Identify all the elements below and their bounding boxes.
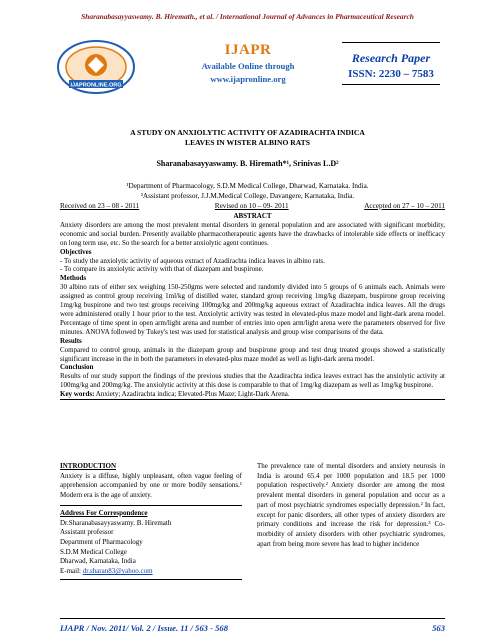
right-column [257, 462, 445, 549]
left-column [60, 462, 242, 580]
issn: ISSN: 2230 – 7583 [348, 68, 434, 80]
affiliations [0, 181, 495, 201]
objectives-heading: Objectives [60, 247, 92, 256]
title-line-1: A STUDY ON ANXIOLYTIC ACTIVITY OF AZADIRACHTA INDICA [130, 128, 365, 137]
footer-divider [60, 618, 445, 619]
introduction-heading: INTRODUCTION [60, 462, 117, 470]
introduction-text: Anxiety is a diffuse, highly unpleasant, often vague feeling of apprehension accompanied by one or more bodily sensations.¹ Modern era is the age of anxiety. [60, 471, 242, 500]
email-label: E-mail: [60, 567, 83, 576]
affiliation-1: ¹Department of Pharmacology, S.D.M Medical College, Dharwad, Karnataka. India. [126, 182, 369, 190]
title-line-2: LEAVES IN WISTER ALBINO RATS [185, 138, 310, 147]
footer [60, 623, 445, 633]
paper-title [0, 128, 495, 148]
conclusion-text: Results of our study support the findings of the previous studies that the Azadirachta indica leaves extract has the anxiolytic activity at 100mg/kg and 200mg/kg. The anxiolytic activity at this dose is comparable to that of 1mg/kg diazepam as well as 1mg/kg buspirone. [60, 372, 445, 390]
keywords-line [60, 390, 445, 400]
divider [342, 42, 440, 43]
correspondence-box [60, 505, 242, 580]
divider [342, 84, 440, 85]
received-date: Received on 23 – 08 - 2011 [60, 202, 140, 210]
dates-row [60, 202, 445, 210]
journal-block [178, 42, 318, 85]
accepted-date: Accepted on 27 – 10 – 2011 [364, 202, 445, 210]
correspondence-line: Assistant professor [60, 528, 114, 537]
correspondence-line: Dr.Sharanabasayyaswamy. B. Hiremath [60, 518, 172, 527]
page-number: 563 [432, 623, 445, 633]
email-line [60, 567, 242, 577]
methods-heading: Methods [60, 274, 87, 283]
revised-date: Revised on 10 – 09- 2011 [214, 202, 289, 210]
results-heading: Results [60, 336, 82, 345]
journal-url[interactable]: www.ijapronline.org [210, 74, 286, 84]
footer-citation: IJAPR / Nov. 2011/ Vol. 2 / Issue. 11 / 563 - 568 [60, 623, 228, 633]
paper-type-box [342, 42, 440, 85]
affiliation-2: ²Assistant professor, J.J.M.Medical College, Davangere, Karnataka, India. [140, 192, 355, 200]
keywords-text: Anxiety; Azadirachta indica; Elevated-Plus Maze; Light-Dark Arena. [94, 390, 290, 399]
journal-name: IJAPR [224, 42, 272, 58]
abstract-intro: Anxiety disorders are among the most prevalent mental disorders in general population and are associated with significant morbidity, economic and social burden. Presently available pharmacotherapeutic agents have the drawbacks of intolerable side effects or inefficacy on long term use, etc. So the search for a better anxiolytic agent continues. [60, 220, 445, 247]
conclusion-heading: Conclusion [60, 363, 94, 372]
journal-available: Available Online through [201, 61, 295, 71]
column2-text: The prevalence rate of mental disorders and anxiety neurosis in India is around 65.4 per 1000 population and 18.5 per 1000 population respectively.² Anxiety disorder are among the most prevalent mental disorders in general population and occur as a part of most psychiatric syndromes especially depression.² In fact, except for panic disorders, all other types of anxiety disorders are primary conditions and increase the risk for depression.³ Co-morbidity of anxiety disorders with other psychiatric syndromes, apart from being more severe has lead to higher incidence [257, 462, 445, 548]
methods-text: 30 albino rats of either sex weighing 150-250gms were selected and randomly divided into 5 groups of 6 animals each. Animals were assigned as control group receiving 1ml/kg of distilled water, standard group receiving 1mg/kg diazepam, buspirone group receiving 1mg/kg buspirone and two test groups receiving 100mg/kg and 200mg/kg aqueous extract of Azadirachta indica leaves. All the drugs were administered orally 1 hour prior to the test. Anxiolytic activity was tested in elevated-plus maze model and light-dark arena model. Percentage of time spent in open arm/light arena and number of entries into open arm/light arena were the parameters observed for five minutes. ANOVA followed by Tukey's test was used for statistical analysis and group wise comparisons of the data. [60, 283, 445, 336]
email-link[interactable]: dr.sharan83@yahoo.com [82, 567, 153, 576]
keywords-label: Key words: [60, 390, 95, 399]
correspondence-heading: Address For Correspondence [60, 508, 148, 517]
authors: Sharanabasayyaswamy. B. Hiremath*¹, Srinivas L.D² [156, 159, 339, 168]
correspondence-line: S.D.M Medical College [60, 547, 127, 556]
logo-text: IJAPRONLINE.ORG [70, 82, 122, 89]
abstract-heading: ABSTRACT [233, 212, 272, 220]
correspondence-line: Department of Pharmacology [60, 537, 143, 546]
objective-2: - To compare its anxiolytic activity with that of diazepam and buspirone. [60, 265, 264, 274]
abstract [60, 212, 445, 400]
paper-type: Research Paper [351, 51, 431, 65]
objective-1: - To study the anxiolytic activity of aqueous extract of Azadirachta indica leaves in albino rats. [60, 256, 325, 265]
running-head: Sharanabasayyaswamy. B. Hiremath., et al. / International Journal of Advances in Pharmaceutical Research [81, 12, 414, 21]
results-text: Compared to control group, animals in the diazepam group and buspirone group and test drug treated groups showed a statistically significant increase in the in both the parameters in elevated-plus maze model as well as light-dark arena model. [60, 345, 445, 363]
correspondence-line: Dharwad, Karnataka, India [60, 557, 136, 566]
journal-logo [55, 38, 137, 96]
